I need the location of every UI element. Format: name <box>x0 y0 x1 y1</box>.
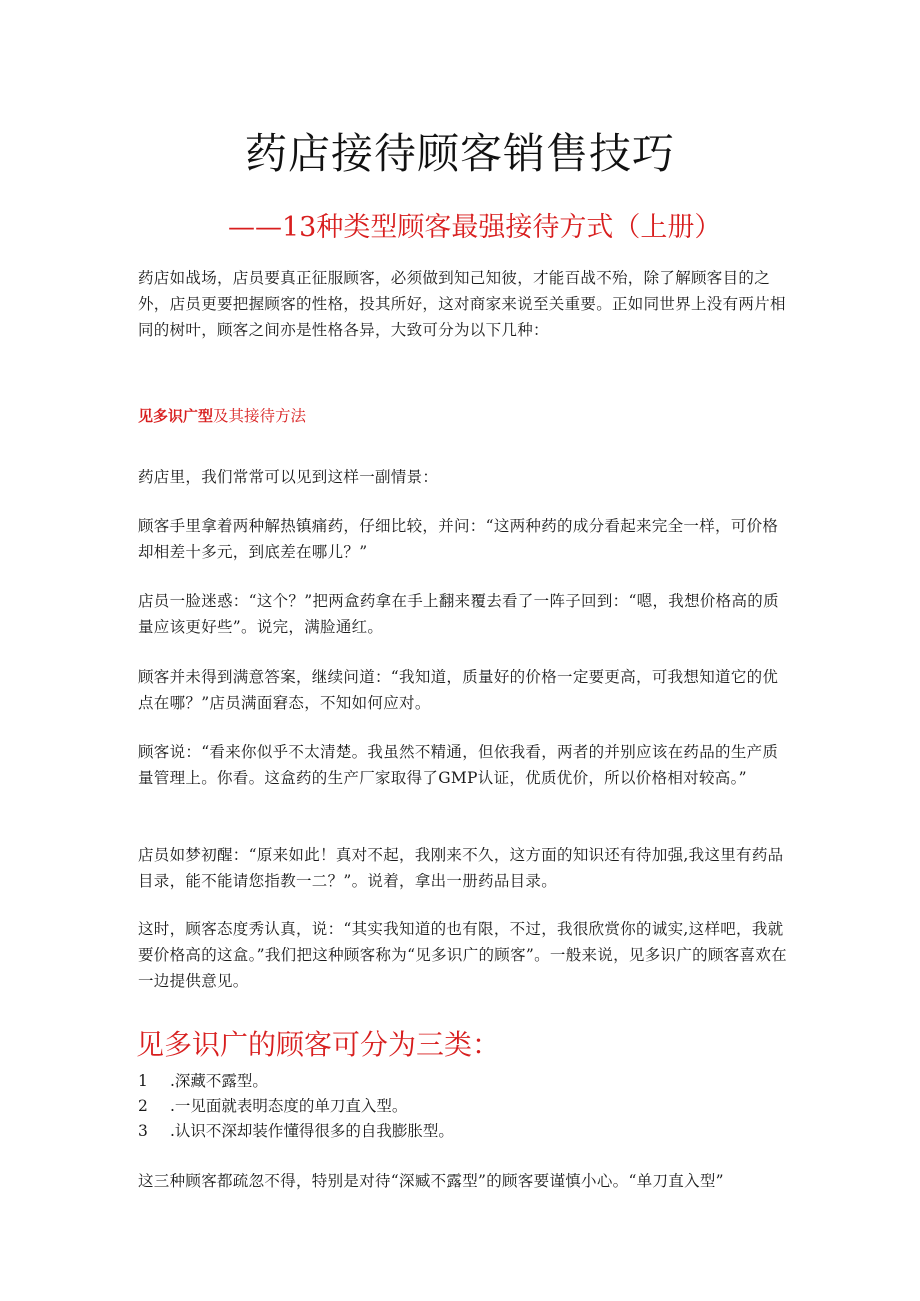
paragraph: 药店里，我们常常可以见到这样一副情景： <box>138 468 439 486</box>
list-item-text: .一见面就表明态度的单刀直入型。 <box>170 1097 408 1115</box>
section-label-bold: 见多识广型 <box>138 407 214 425</box>
section-label-rest: 及其接待方法 <box>213 407 307 425</box>
section-heading: 见多识广的顾客可分为三类： <box>136 1028 501 1061</box>
paragraph: 顾客并未得到满意答案，继续问道：“我知道，质量好的价格一定要更高，可我想知道它的优点在哪？”店员满面窘态，不知如何应对。 <box>138 668 779 712</box>
list-item-text: .深藏不露型。 <box>170 1072 268 1090</box>
closing-paragraph: 这三种顾客都疏忽不得，特别是对待“深臧不露型”的顾客要谨慎小心。“单刀直入型” <box>138 1172 724 1190</box>
intro-paragraph: 药店如战场，店员要真正征服顾客，必须做到知己知彼，才能百战不殆，除了解顾客目的之外，店员更要把握顾客的性格，投其所好，这对商家来说至关重要。正如同世界上没有两片相同的树叶，顾客之间亦是性格各异，大致可分为以下几种： <box>138 269 786 339</box>
list-item-text: .认识不深却装作懂得很多的自我膨胀型。 <box>170 1122 454 1140</box>
list-item-number: 3 <box>138 1122 148 1140</box>
list-item-number: 1 <box>138 1072 148 1090</box>
category-list <box>138 1069 788 1144</box>
paragraph: 店员如梦初醒：“原来如此！真对不起，我刚来不久，这方面的知识还有待加强,我这里有药品目录，能不能请您指教一二？”。说着，拿出一册药品目录。 <box>138 846 784 890</box>
list-item <box>138 1094 788 1119</box>
section-label <box>138 403 306 429</box>
paragraph: 店员一脸迷惑：“这个？”把两盒药拿在手上翻来覆去看了一阵子回到：“嗯，我想价格高的质量应该更好些”。说完，满脸通红。 <box>138 592 779 636</box>
paragraph: 顾客手里拿着两种解热镇痛药，仔细比较，并问：“这两种药的成分看起来完全一样，可价格却相差十多元，到底差在哪儿？” <box>138 517 779 561</box>
paragraph: 顾客说：“看来你似乎不太清楚。我虽然不精通，但依我看，两者的并别应该在药品的生产质量管理上。你看。这盒药的生产厂家取得了GMP认证，优质优价，所以价格相对较高。” <box>138 743 779 787</box>
document-subtitle: ——13种类型顾客最强接待方式（上册） <box>228 212 722 243</box>
document-title: 药店接待顾客销售技巧 <box>244 129 675 178</box>
list-item <box>138 1069 788 1094</box>
paragraph: 这时，顾客态度秀认真，说：“其实我知道的也有限，不过，我很欣赏你的诚实,这样吧，我就要价格高的这盒。”我们把这种顾客称为“见多识广的顾客”。一般来说，见多识广的顾客喜欢在一边提供意见。 <box>138 920 787 990</box>
list-item-number: 2 <box>138 1097 148 1115</box>
list-item <box>138 1119 788 1144</box>
